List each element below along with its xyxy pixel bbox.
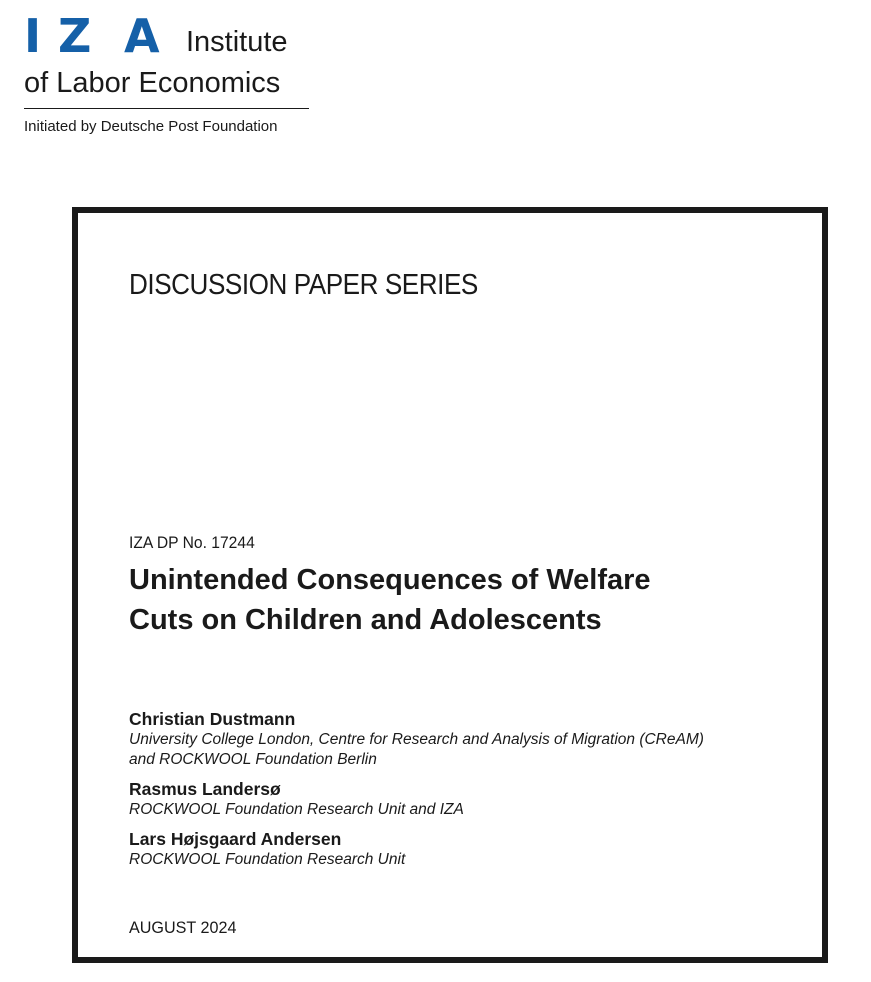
author-affiliation: ROCKWOOL Foundation Research Unit and IZA (129, 801, 464, 818)
logo-institute-text: Institute (186, 26, 288, 58)
logo-letter-i: I (24, 9, 42, 63)
author-list (129, 708, 789, 878)
logo-labor-economics-text: of Labor Economics (24, 67, 281, 99)
publication-date: AUGUST 2024 (129, 918, 237, 937)
logo-letter-z: Z (58, 9, 92, 63)
paper-title-line: Unintended Consequences of Welfare (129, 564, 651, 596)
author-name: Lars Højsgaard Andersen (129, 829, 342, 849)
author-entry (129, 778, 789, 820)
discussion-paper-number: IZA DP No. 17244 (129, 533, 255, 552)
author-entry (129, 828, 789, 870)
paper-title-line: Cuts on Children and Adolescents (129, 604, 602, 636)
iza-logo (0, 0, 330, 145)
cover-frame (72, 207, 828, 963)
logo-divider (24, 108, 309, 109)
author-affiliation: ROCKWOOL Foundation Research Unit (129, 851, 406, 868)
author-affiliation: University College London, Centre for Research and Analysis of Migration (CReAM) (129, 731, 704, 748)
author-affiliation: and ROCKWOOL Foundation Berlin (129, 751, 377, 768)
paper-title (129, 560, 769, 640)
author-entry (129, 708, 789, 770)
author-name: Rasmus Landersø (129, 779, 281, 799)
logo-tagline: Initiated by Deutsche Post Foundation (24, 118, 278, 135)
logo-letter-a: A (124, 9, 160, 63)
logo-letters (24, 9, 174, 63)
series-heading: DISCUSSION PAPER SERIES (129, 269, 478, 301)
author-name: Christian Dustmann (129, 709, 296, 729)
